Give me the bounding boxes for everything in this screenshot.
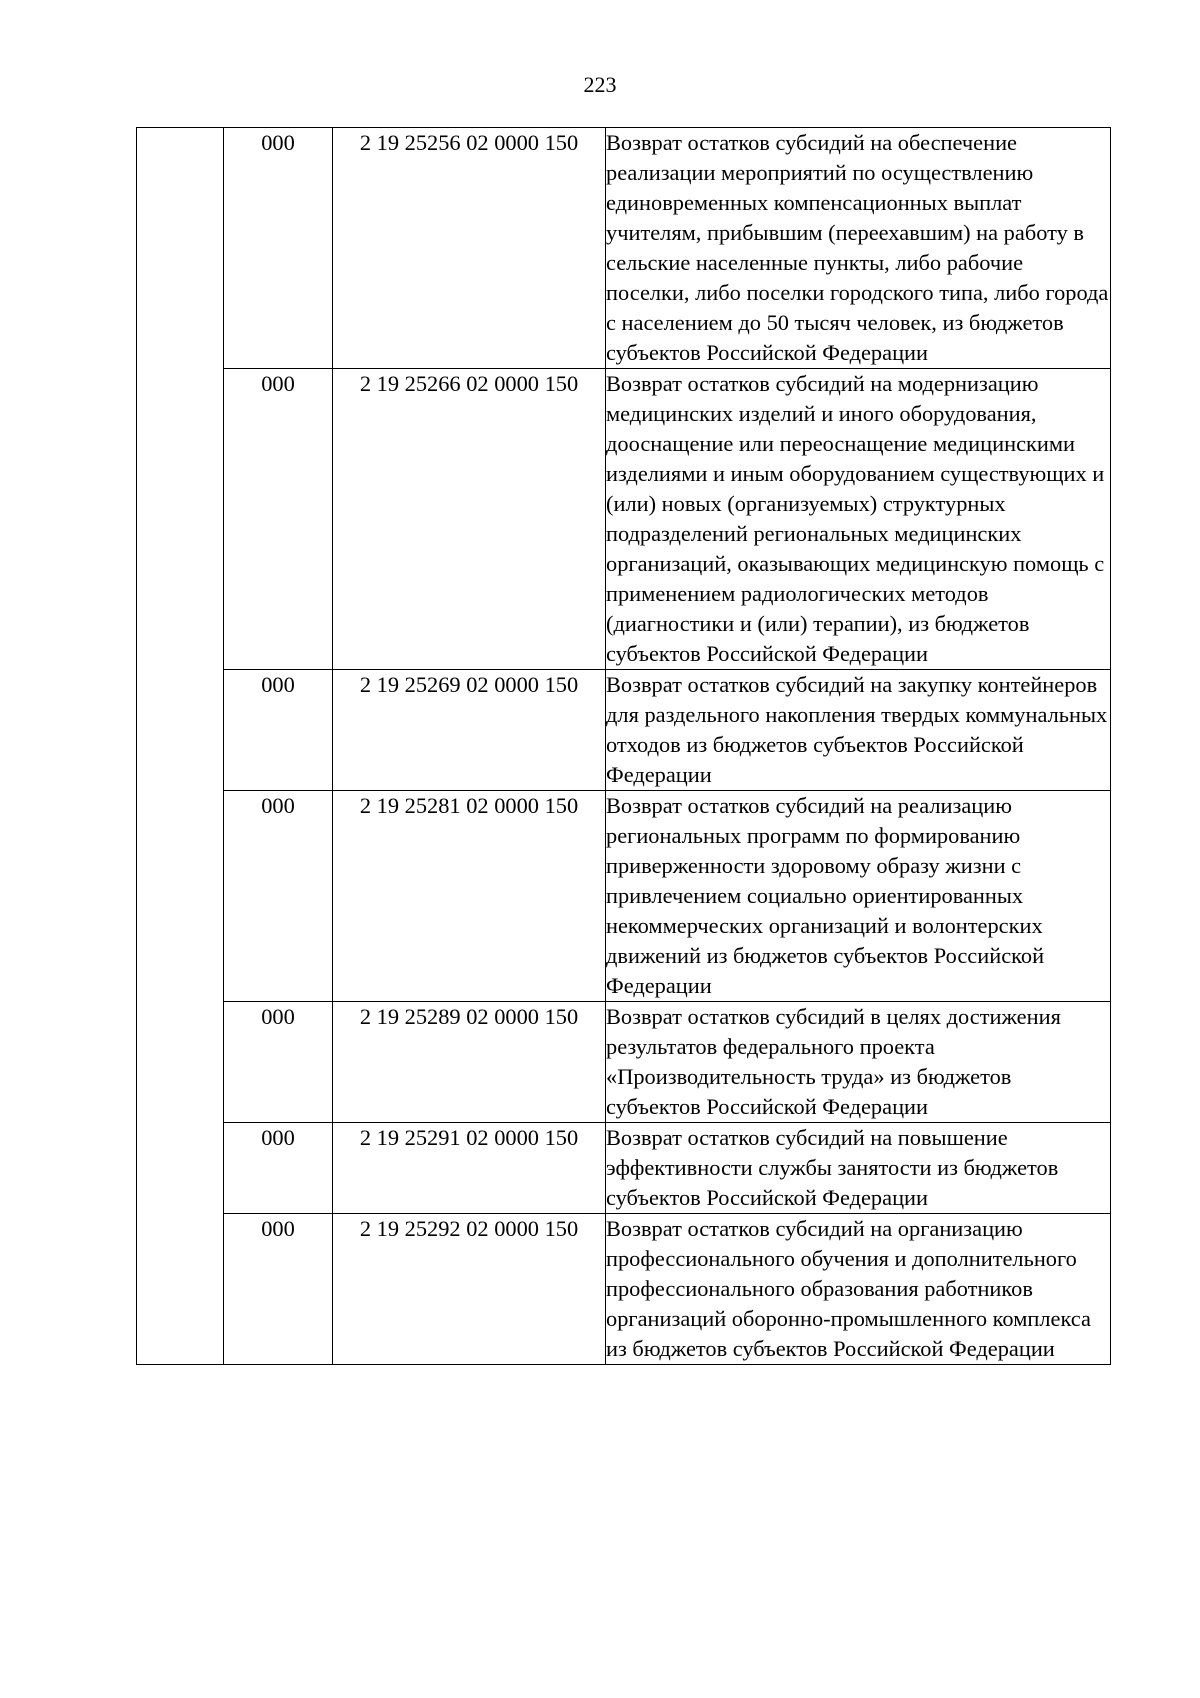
budget-code-cell: 2 19 25292 02 0000 150 xyxy=(333,1214,606,1365)
empty-leading-column xyxy=(137,128,224,1365)
budget-code-cell: 2 19 25269 02 0000 150 xyxy=(333,670,606,791)
description-cell: Возврат остатков субсидий на модернизацию медицинских изделий и иного оборудования, дооснащение или переоснащение медицинскими изделиями и иным оборудованием существующих и (или) новых (организуемых) структурных подразделений региональных медицинских организаций, оказывающих медицинскую помощь с применением радиологических методов (диагностики и (или) терапии), из бюджетов субъектов Российской Федерации xyxy=(606,369,1111,670)
description-cell: Возврат остатков субсидий на закупку контейнеров для раздельного накопления твердых коммунальных отходов из бюджетов субъектов Российской Федерации xyxy=(606,670,1111,791)
admin-code-cell: 000 xyxy=(224,670,333,791)
description-cell: Возврат остатков субсидий на реализацию региональных программ по формированию приверженности здоровому образу жизни с привлечением социально ориентированных некоммерческих организаций и волонтерских движений из бюджетов субъектов Российской Федерации xyxy=(606,791,1111,1002)
table-row xyxy=(137,1214,1111,1365)
table-row xyxy=(137,1002,1111,1123)
admin-code-cell: 000 xyxy=(224,1123,333,1214)
budget-code-cell: 2 19 25256 02 0000 150 xyxy=(333,128,606,369)
table-body xyxy=(137,128,1111,1365)
table-row xyxy=(137,1123,1111,1214)
admin-code-cell: 000 xyxy=(224,369,333,670)
table-row xyxy=(137,791,1111,1002)
page-number: 223 xyxy=(583,72,617,97)
table-row xyxy=(137,670,1111,791)
budget-code-cell: 2 19 25281 02 0000 150 xyxy=(333,791,606,1002)
description-cell: Возврат остатков субсидий в целях достижения результатов федерального проекта «Производительность труда» из бюджетов субъектов Российской Федерации xyxy=(606,1002,1111,1123)
budget-code-cell: 2 19 25289 02 0000 150 xyxy=(333,1002,606,1123)
admin-code-cell: 000 xyxy=(224,128,333,369)
description-cell: Возврат остатков субсидий на повышение эффективности службы занятости из бюджетов субъектов Российской Федерации xyxy=(606,1123,1111,1214)
admin-code-cell: 000 xyxy=(224,791,333,1002)
description-cell: Возврат остатков субсидий на обеспечение реализации мероприятий по осуществлению единовременных компенсационных выплат учителям, прибывшим (переехавшим) на работу в сельские населенные пункты, либо рабочие поселки, либо поселки городского типа, либо города с населением до 50 тысяч человек, из бюджетов субъектов Российской Федерации xyxy=(606,128,1111,369)
admin-code-cell: 000 xyxy=(224,1214,333,1365)
table-row xyxy=(137,369,1111,670)
admin-code-cell: 000 xyxy=(224,1002,333,1123)
budget-code-cell: 2 19 25291 02 0000 150 xyxy=(333,1123,606,1214)
budget-code-cell: 2 19 25266 02 0000 150 xyxy=(333,369,606,670)
budget-codes-table xyxy=(136,127,1111,1365)
table-row xyxy=(137,128,1111,369)
description-cell: Возврат остатков субсидий на организацию профессионального обучения и дополнительного профессионального образования работников организаций оборонно-промышленного комплекса из бюджетов субъектов Российской Федерации xyxy=(606,1214,1111,1365)
